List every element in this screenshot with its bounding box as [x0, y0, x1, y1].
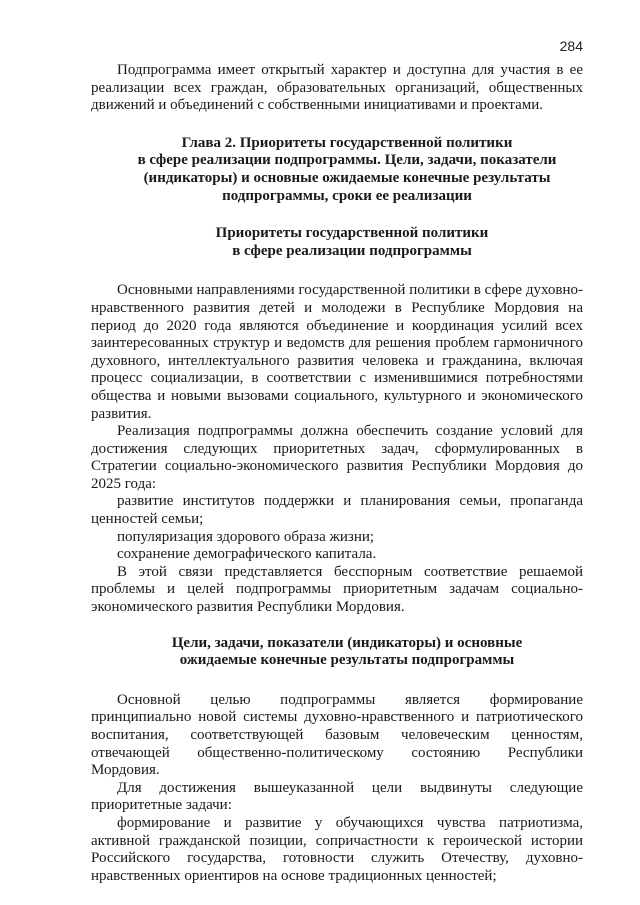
- page-number: 284: [559, 38, 583, 54]
- body-paragraph: Для достижения вышеуказанной цели выдвинуты следующие приоритетные задачи:: [91, 779, 583, 814]
- list-item-paragraph: популяризация здорового образа жизни;: [117, 528, 375, 545]
- intro-paragraph: Подпрограмма имеет открытый характер и доступна для участия в ее реализации всех граждан, образовательных организаций, общественных движений и объединений с собственными инициативами и проектами.: [91, 62, 583, 114]
- body-paragraph: В этой связи представляется бесспорным соответствие решаемой проблемы и целей подпрограммы приоритетным задачам социально-экономического развития Республики Мордовия.: [91, 563, 583, 616]
- chapter-title-line: Глава 2. Приоритеты государственной политики: [181, 134, 513, 151]
- list-item-paragraph: развитие институтов поддержки и планирования семьи, пропаганда ценностей семьи;: [91, 493, 583, 528]
- chapter-title-line: подпрограммы, сроки ее реализации: [222, 187, 472, 204]
- section-title-goals: [91, 635, 583, 670]
- section-title-line: Приоритеты государственной политики: [215, 225, 489, 242]
- chapter-title-line: в сфере реализации подпрограммы. Цели, задачи, показатели: [137, 152, 557, 169]
- body-paragraph: Основными направлениями государственной политики в сфере духовно-нравственного развития детей и молодежи в Республике Мордовия на период до 2020 года являются объединение и координация усилий всех заинтересованных структур и ведомств для решения проблем гармоничного духовного, интеллектуального развития человека и гражданина, включая процесс социализации, в соответствии с изменившимися потребностями общества и новыми вызовами социального, культурного и экономического развития.: [91, 282, 583, 422]
- list-item-paragraph: формирование и развитие у обучающихся чувства патриотизма, активной гражданской позиции, сопричастности к героической истории Российского государства, готовности служить Отечеству, духовно-нравственных ориентиров на основе традиционных ценностей;: [91, 814, 583, 884]
- section-title-line: Цели, задачи, показатели (индикаторы) и основные: [171, 634, 523, 651]
- list-item-paragraph: сохранение демографического капитала.: [117, 546, 377, 563]
- chapter-title: [91, 135, 583, 205]
- section-title-line: ожидаемые конечные результаты подпрограммы: [179, 652, 515, 669]
- chapter-title-line: (индикаторы) и основные ожидаемые конечные результаты: [143, 169, 551, 186]
- document-body: [91, 62, 583, 885]
- section-title-priorities: [91, 225, 583, 260]
- body-paragraph: Основной целью подпрограммы является формирование принципиально новой системы духовно-нравственного и патриотического воспитания, соответствующей базовым человеческим ценностям, отвечающей общественно-политическому состоянию Республики Мордовия.: [91, 691, 583, 779]
- section-title-line: в сфере реализации подпрограммы: [232, 242, 472, 259]
- body-paragraph: Реализация подпрограммы должна обеспечить создание условий для достижения следующих приоритетных задач, сформулированных в Стратегии социально-экономического развития Республики Мордовия до 2025 года:: [91, 423, 583, 492]
